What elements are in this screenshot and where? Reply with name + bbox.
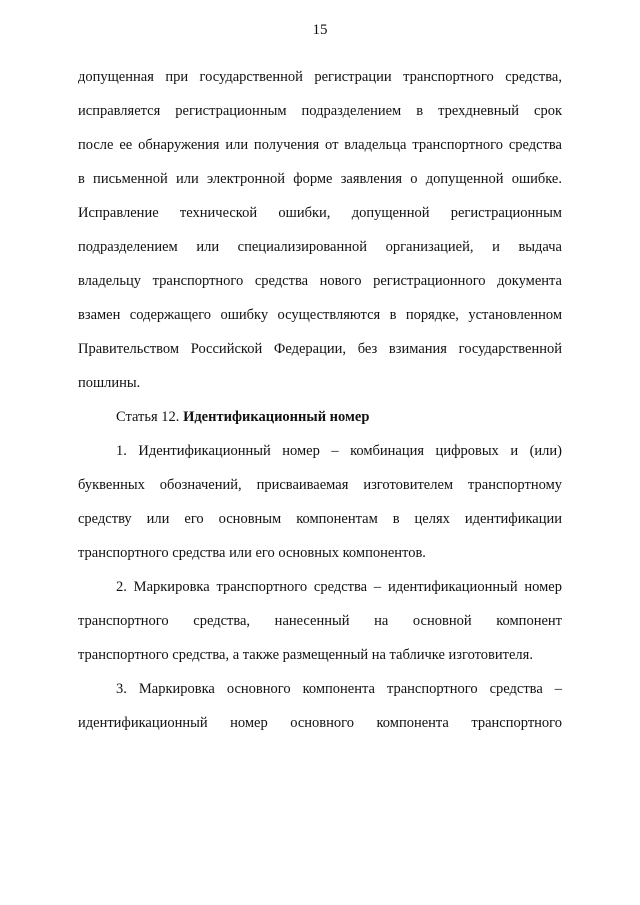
article-item-1 xyxy=(78,434,562,570)
text-line: идентификационный номер основного компонента транспортного xyxy=(78,715,562,731)
text-line: пошлины. xyxy=(78,375,141,391)
text-line: взамен содержащего ошибку осуществляются в порядке, установленном xyxy=(78,307,562,323)
text-line: после ее обнаружения или получения от владельца транспортного средства xyxy=(78,137,562,153)
article-title: Идентификационный номер xyxy=(183,409,370,425)
text-line: допущенная при государственной регистрации транспортного средства, xyxy=(78,69,562,85)
document-body xyxy=(78,60,562,740)
text-line: средству или его основным компонентам в целях идентификации xyxy=(78,511,562,527)
text-line: транспортного средства, а также размещенный на табличке изготовителя. xyxy=(78,647,533,663)
article-heading xyxy=(78,400,562,434)
text-line: буквенных обозначений, присваиваемая изготовителем транспортному xyxy=(78,477,562,493)
text-line: транспортного средства, нанесенный на основной компонент xyxy=(78,613,562,629)
text-line: 2. Маркировка транспортного средства – идентификационный номер xyxy=(116,579,562,595)
text-line: подразделением или специализированной организацией, и выдача xyxy=(78,239,562,255)
text-line: Исправление технической ошибки, допущенной регистрационным xyxy=(78,205,562,221)
text-line: в письменной или электронной форме заявления о допущенной ошибке. xyxy=(78,171,562,187)
text-line: транспортного средства или его основных компонентов. xyxy=(78,545,426,561)
page-number: 15 xyxy=(312,22,328,38)
text-line: 3. Маркировка основного компонента транспортного средства – xyxy=(116,681,562,697)
paragraph-continuation xyxy=(78,60,562,400)
text-line: 1. Идентификационный номер – комбинация цифровых и (или) xyxy=(116,443,562,459)
article-label: Статья 12. xyxy=(116,409,180,425)
text-line: владельцу транспортного средства нового регистрационного документа xyxy=(78,273,562,289)
text-line: Правительством Российской Федерации, без взимания государственной xyxy=(78,341,562,357)
text-line: исправляется регистрационным подразделением в трехдневный срок xyxy=(78,103,562,119)
article-item-2 xyxy=(78,570,562,672)
article-item-3 xyxy=(78,672,562,740)
